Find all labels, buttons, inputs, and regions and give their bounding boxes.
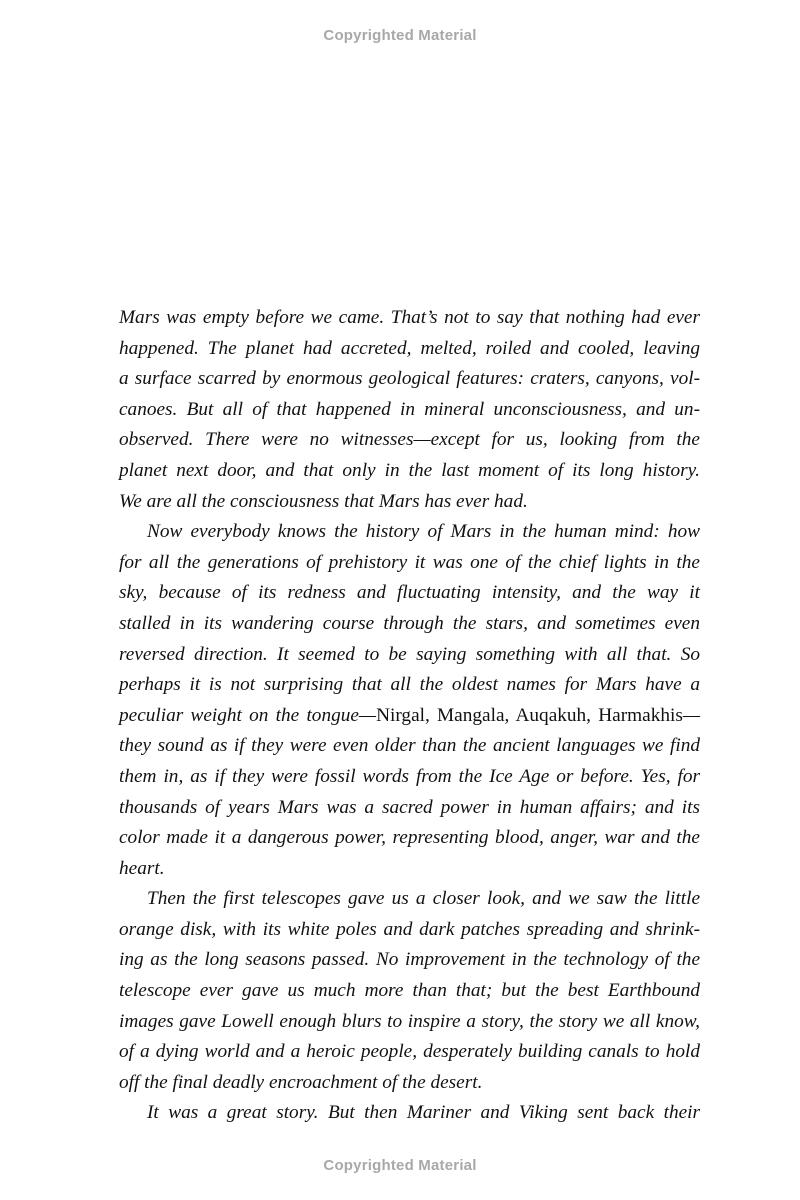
mars-names-roman: Nirgal, Mangala, Auqakuh, Harmakhis: [376, 704, 683, 726]
text-line: reversed direction. It seemed to be saying something with all that. So: [119, 643, 700, 665]
text-line: images gave Lowell enough blurs to inspire a story, the story we all know,: [119, 1010, 700, 1032]
text-line: heart.: [119, 857, 165, 879]
text-line: they sound as if they were even older than the ancient languages we find: [119, 735, 700, 757]
text-line: [119, 701, 700, 732]
text-line: canoes. But all of that happened in mineral unconsciousness, and un-: [119, 398, 700, 420]
text-line: off the final deadly encroachment of the desert.: [119, 1071, 483, 1093]
copyright-watermark-top: Copyrighted Material: [323, 27, 477, 44]
text-line: a surface scarred by enormous geological features: craters, canyons, vol-: [119, 368, 700, 390]
text-line: orange disk, with its white poles and dark patches spreading and shrink-: [119, 918, 700, 940]
text-line: happened. The planet had accreted, melted, roiled and cooled, leaving: [119, 337, 700, 359]
text-line-italic-post: —: [682, 704, 700, 726]
text-line-italic-pre: peculiar weight on the tongue—: [119, 704, 377, 726]
text-line: observed. There were no witnesses—except for us, looking from the: [119, 429, 700, 451]
text-line: sky, because of its redness and fluctuating intensity, and the way it: [119, 582, 700, 604]
text-line: them in, as if they were fossil words from the Ice Age or before. Yes, for: [119, 765, 700, 787]
text-line: ing as the long seasons passed. No improvement in the technology of the: [119, 949, 700, 971]
page-body-text: [119, 303, 700, 1129]
text-line: for all the generations of prehistory it was one of the chief lights in the: [119, 551, 700, 573]
text-line: color made it a dangerous power, representing blood, anger, war and the: [119, 827, 700, 849]
text-line: It was a great story. But then Mariner and Viking sent back their: [147, 1102, 700, 1124]
text-line: thousands of years Mars was a sacred power in human affairs; and its: [119, 796, 700, 818]
text-line: telescope ever gave us much more than that; but the best Earthbound: [119, 980, 700, 1002]
text-line: Now everybody knows the history of Mars in the human mind: how: [147, 521, 700, 543]
text-line: of a dying world and a heroic people, desperately building canals to hold: [119, 1041, 700, 1063]
text-line: planet next door, and that only in the last moment of its long history.: [119, 459, 700, 481]
text-line: stalled in its wandering course through the stars, and sometimes even: [119, 612, 700, 634]
text-line: Then the first telescopes gave us a closer look, and we saw the little: [147, 888, 700, 910]
text-line: perhaps it is not surprising that all the oldest names for Mars have a: [119, 674, 700, 696]
text-line: We are all the consciousness that Mars has ever had.: [119, 490, 528, 512]
copyright-watermark-bottom: Copyrighted Material: [323, 1157, 477, 1174]
text-line: Mars was empty before we came. That’s not to say that nothing had ever: [119, 307, 700, 328]
